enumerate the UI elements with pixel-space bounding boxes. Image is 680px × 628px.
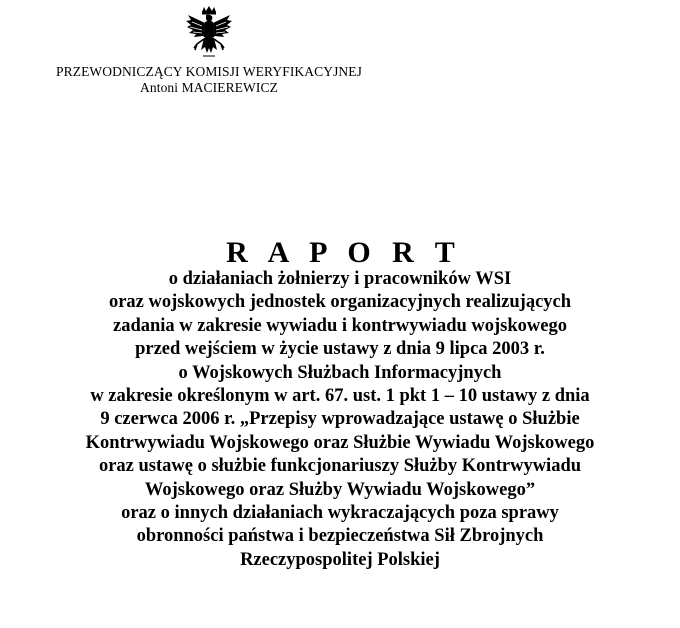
person-name: Antoni MACIEREWICZ [140,80,278,95]
report-line: oraz wojskowych jednostek organizacyjnych realizujących [108,292,572,313]
report-line: Rzeczypospolitej Polskiej [240,549,440,570]
letterhead [24,6,394,96]
report-heading [0,238,680,572]
report-line: oraz ustawę o służbie funkcjonariuszy Służby Kontrwywiadu [98,456,582,477]
report-line: w zakresie określonym w art. 67. ust. 1 pkt 1 – 10 ustawy z dnia [90,386,590,407]
report-line: oraz o innych działaniach wykraczających poza sprawy [121,503,559,524]
report-line: 9 czerwca 2006 r. „Przepisy wprowadzające ustawę o Służbie [100,409,580,430]
report-title: R A P O R T [226,236,462,269]
report-line: Kontrwywiadu Wojskowego oraz Służbie Wywiadu Wojskowego [85,432,595,453]
report-line: obronności państwa i bezpieczeństwa Sił Zbrojnych [136,526,544,547]
report-line: zadania w zakresie wywiadu i kontrwywiadu wojskowego [113,315,567,336]
report-line: Wojskowego oraz Służby Wywiadu Wojskowego” [144,479,536,500]
office-title: PRZEWODNICZĄCY KOMISJI WERYFIKACYJNEJ [56,64,362,79]
polish-eagle-emblem-icon [185,6,233,62]
report-line: przed wejściem w życie ustawy z dnia 9 lipca 2003 r. [135,339,545,360]
report-line: o Wojskowych Służbach Informacyjnych [178,362,502,383]
report-line: o działaniach żołnierzy i pracowników WSI [168,269,512,289]
